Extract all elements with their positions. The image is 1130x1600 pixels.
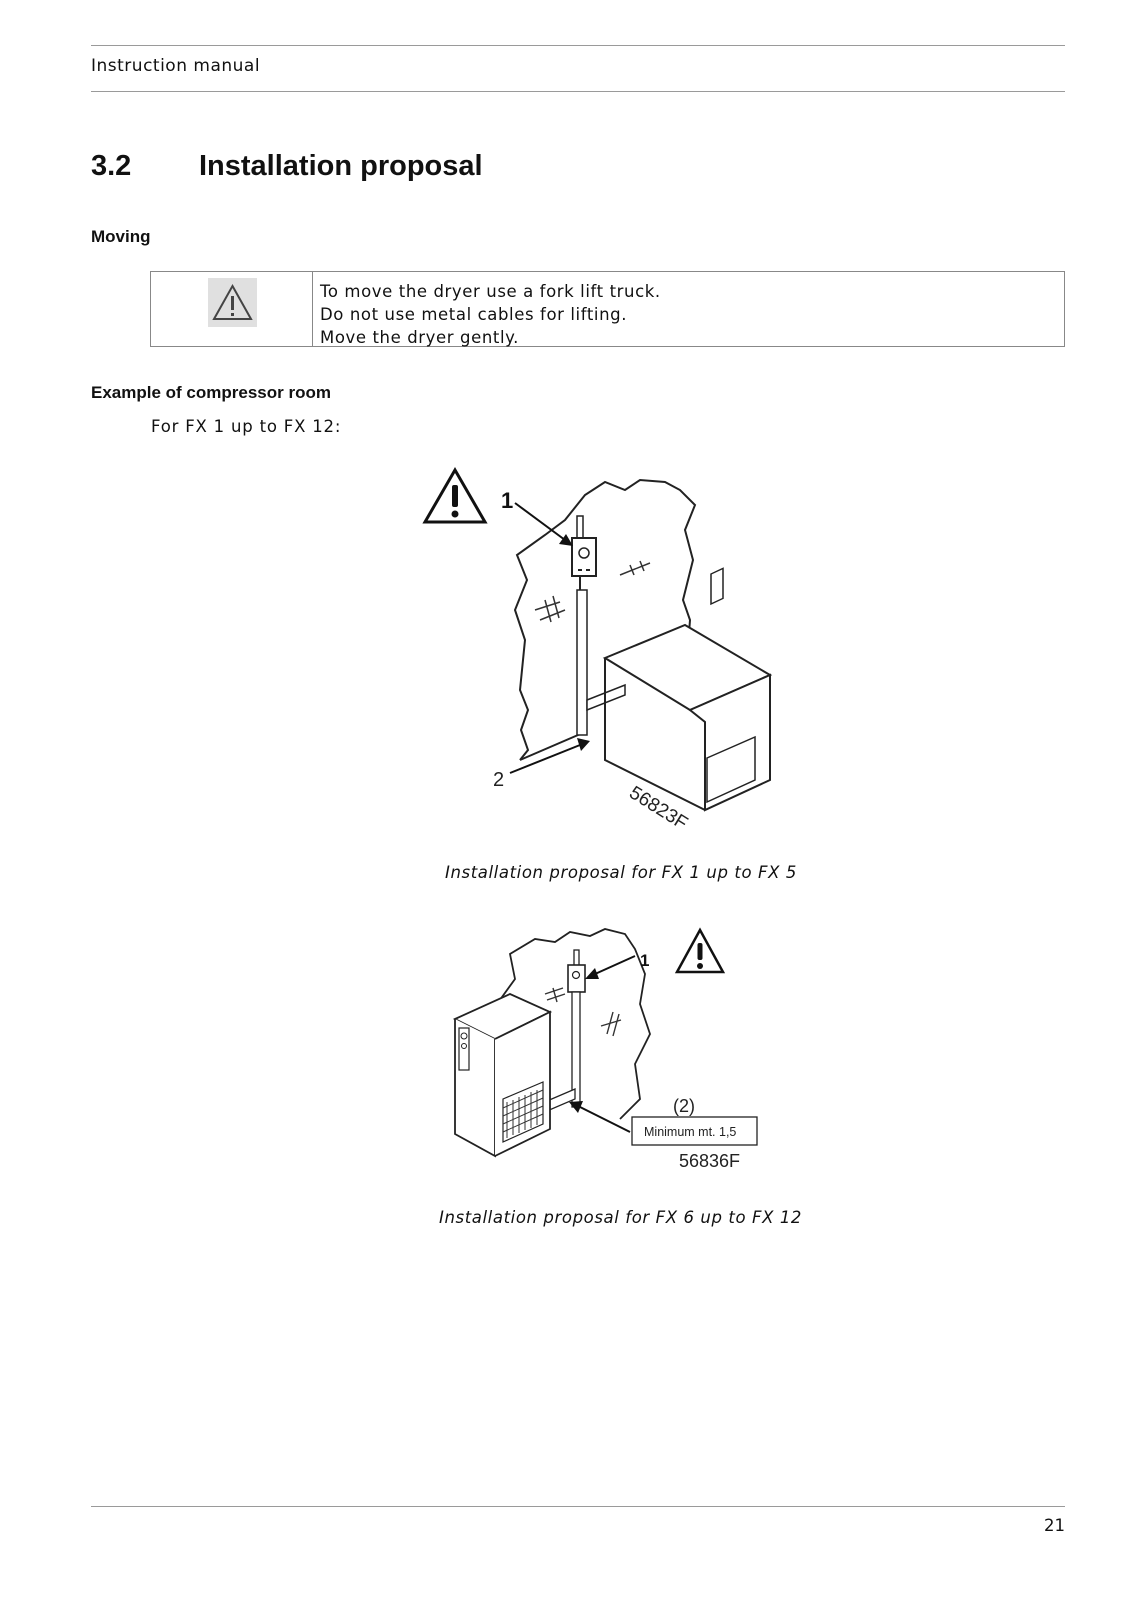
figure1-warning-icon	[425, 470, 485, 522]
figure2-code: 56836F	[679, 1151, 741, 1171]
footer-rule	[91, 1506, 1065, 1507]
figure1-code: 56823F	[625, 782, 692, 835]
page-number: 21	[1044, 1516, 1065, 1535]
header-bottom-rule	[91, 91, 1065, 92]
figure2-illustration	[435, 924, 785, 1204]
warning-text	[320, 280, 661, 349]
header-top-rule	[91, 45, 1065, 46]
figure1-label-1: 1	[501, 488, 514, 513]
figure2-label-1: 1	[640, 951, 650, 970]
warning-line: To move the dryer use a fork lift truck.	[320, 282, 661, 301]
warning-line: Do not use metal cables for lifting.	[320, 305, 628, 324]
figure2-distance-box: Minimum mt. 1,5	[644, 1125, 737, 1139]
figure2-dryer	[455, 994, 550, 1156]
compressor-room-intro: For FX 1 up to FX 12:	[151, 417, 342, 436]
section-number: 3.2	[91, 150, 132, 182]
section-title	[91, 150, 483, 183]
compressor-room-heading: Example of compressor room	[91, 383, 331, 402]
figure1-illustration	[415, 460, 800, 850]
header-title: Instruction manual	[91, 56, 261, 76]
figure2-warning-icon	[677, 930, 723, 972]
figure1-label-2: 2	[493, 769, 505, 791]
warning-line: Move the dryer gently.	[320, 328, 520, 347]
moving-heading: Moving	[91, 227, 151, 246]
moving-warning-table	[150, 271, 1065, 347]
figure2-label-2: (2)	[673, 1096, 695, 1116]
figure2-caption: Installation proposal for FX 6 up to FX 12	[439, 1208, 803, 1227]
warning-triangle-icon	[208, 278, 257, 327]
section-title-text: Installation proposal	[199, 150, 483, 182]
figure1-caption: Installation proposal for FX 1 up to FX 5	[445, 863, 797, 882]
warning-icon-cell	[151, 272, 313, 346]
